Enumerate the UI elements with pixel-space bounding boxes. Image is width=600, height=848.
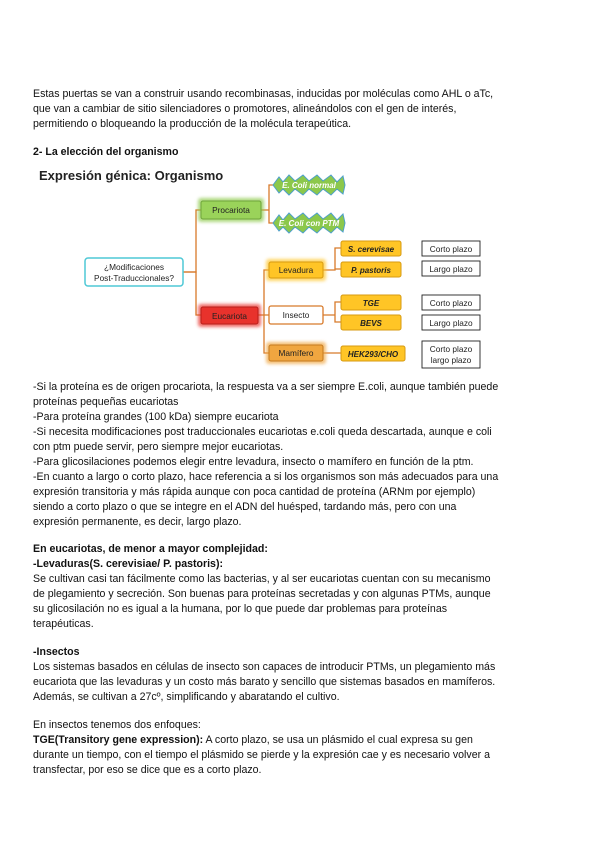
bullet-line-10: expresión permanente, es decir, largo plazo. — [33, 516, 242, 528]
procariota-label: Procariota — [212, 205, 250, 215]
s-cerevisae-label: S. cerevisae — [347, 245, 395, 254]
ecoli-ptm-label: E. Coli con PTM — [278, 219, 340, 228]
insectos-line-3: Además, se cultivan a 27cº, simplificando y abaratando el cultivo. — [33, 691, 340, 703]
bullet-line-1: -Si la proteína es de origen procariota, la respuesta va a ser siempre E.coli, aunque también puede — [33, 381, 499, 393]
levaduras-paragraph — [33, 572, 568, 632]
bullet-line-8: expresión transitoria y más rápida aunque con poca cantidad de proteína (ARNm por ejemplo) — [33, 486, 476, 498]
eucariota-label: Eucariota — [211, 311, 248, 321]
corto-plazo-label-1: Corto plazo — [429, 244, 473, 254]
bullet-line-5: con ptm puede servir, pero siempre mejor eucariotas. — [33, 441, 284, 453]
largo-plazo-label-2: Largo plazo — [429, 318, 473, 328]
bullet-line-4: -Si necesita modificaciones post traduccionales eucariotas e.coli queda descartada, aunque e coli — [33, 426, 492, 438]
tge-term: TGE(Transitory gene expression): — [33, 734, 204, 746]
intro-paragraph — [33, 87, 568, 132]
bullet-line-7: -En cuanto a largo o corto plazo, hace referencia a si los organismos son más adecuados para una — [33, 471, 499, 483]
insectos-line-2: eucariota que las levaduras y un costo más barato y sencillo que sistemas basados en mamíferos. — [33, 676, 496, 688]
levaduras-line-2: de plegamiento y secreción. Son buenas para proteínas secretadas y con algunas PTMs, aunque — [33, 588, 491, 600]
bullet-line-9: siendo a corto plazo o que se integre en el ADN del huésped, tardando más, pero con una — [33, 501, 457, 513]
bullet-line-3: -Para proteína grandes (100 kDa) siempre eucariota — [33, 411, 279, 423]
corto-plazo-label-2: Corto plazo — [429, 298, 473, 308]
levaduras-line-3: su glicosilación no es igual a la humana, por lo que puede dar problemas para proteínas — [33, 603, 448, 615]
intro-line-3: permitiendo o bloqueando la producción de la molécula terapeútica. — [33, 118, 352, 130]
largo-plazo-label-1: Largo plazo — [429, 264, 473, 274]
eukaryotes-heading: En eucariotas, de menor a mayor complejidad: — [33, 543, 268, 555]
tge-paragraph — [33, 733, 568, 778]
insectos-paragraph — [33, 660, 568, 705]
section-heading-organismo: 2- La elección del organismo — [33, 146, 179, 158]
connector-insecto-to-types — [323, 302, 341, 322]
root-label-line2: Post-Traduccionales? — [94, 273, 174, 283]
root-label-line1: ¿Modificaciones — [104, 262, 164, 272]
tge-line-1 — [33, 733, 568, 748]
tge-line-3: transfectar, por eso se dice que es a corto plazo. — [33, 764, 262, 776]
corto-largo-label-1: Corto plazo — [429, 344, 473, 354]
insecto-label: Insecto — [282, 310, 310, 320]
levaduras-line-1: Se cultivan casi tan fácilmente como las bacterias, y al ser eucariotas cuentan con su mecanismo — [33, 573, 491, 585]
levaduras-line-4: terapéuticas. — [33, 618, 94, 630]
bullet-line-2: proteínas pequeñas eucariotas — [33, 396, 179, 408]
insectos-heading: -Insectos — [33, 646, 80, 658]
enfoques-line: En insectos tenemos dos enfoques: — [33, 719, 201, 731]
mamifero-label: Mamífero — [278, 348, 314, 358]
bullet-line-6: -Para glicosilaciones podemos elegir entre levadura, insecto o mamífero en función de la ptm. — [33, 456, 474, 468]
p-pastoris-label: P. pastoris — [351, 266, 391, 275]
bullets-paragraph — [33, 380, 568, 530]
corto-largo-label-2: largo plazo — [430, 355, 472, 365]
intro-line-2: que van a cambiar de sitio silenciadores o promotores, alineándolos con el gen de interés, — [33, 103, 457, 115]
diagram-title: Expresión génica: Organismo — [39, 168, 224, 183]
insectos-line-1: Los sistemas basados en células de insecto son capaces de introducir PTMs, un plegamiento más — [33, 661, 496, 673]
tge-label: TGE — [362, 299, 380, 308]
levaduras-heading: -Levaduras(S. cerevisiae/ P. pastoris): — [33, 558, 223, 570]
levadura-label: Levadura — [278, 265, 314, 275]
bevs-label: BEVS — [360, 319, 382, 328]
organism-diagram — [33, 164, 493, 374]
intro-line-1: Estas puertas se van a construir usando recombinasas, inducidas por moléculas como AHL o aTc, — [33, 88, 494, 100]
hek-label: HEK293/CHO — [347, 350, 399, 359]
tge-line-2: durante un tiempo, con el tiempo el plásmido se pierde y la expresión cae y es necesario volver a — [33, 749, 490, 761]
tge-rest: A corto plazo, se usa un plásmido el cual expresa su gen — [203, 734, 473, 746]
ecoli-normal-label: E. Coli normal — [282, 181, 336, 190]
